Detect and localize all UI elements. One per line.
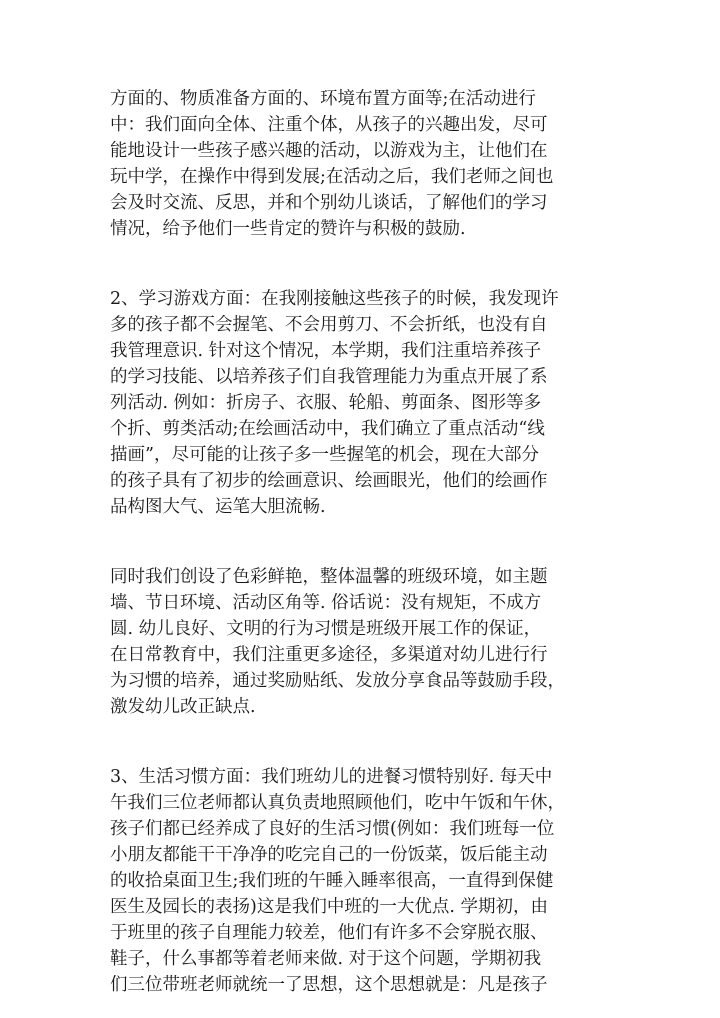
paragraph-activity-approach — [110, 86, 630, 242]
text-line: 同时我们创设了色彩鲜艳，整体温馨的班级环境，如主题 — [110, 567, 548, 587]
text-line: 列活动. 例如：折房子、衣服、轮船、剪面条、图形等多 — [110, 393, 542, 413]
text-line: 会及时交流、反思，并和个别幼儿谈话，了解他们的学习 — [110, 193, 548, 213]
paragraph-living-habits — [110, 764, 630, 998]
document-page — [110, 86, 630, 998]
text-line: 品构图大气、运笔大胆流畅. — [110, 497, 326, 517]
text-line: 我管理意识. 针对这个情况，本学期，我们注重培养孩子 — [110, 341, 542, 361]
paragraph-spacer — [110, 520, 630, 564]
text-line: 们三位带班老师就统一了思想，这个思想就是：凡是孩子 — [110, 975, 548, 995]
text-line: 于班里的孩子自理能力较差，他们有许多不会穿脱衣服、 — [110, 923, 548, 943]
text-line: 3、生活习惯方面：我们班幼儿的进餐习惯特别好. 每天中 — [110, 767, 553, 787]
text-line: 医生及园长的表扬)这是我们中班的一大优点. 学期初，由 — [110, 897, 548, 917]
text-line: 激发幼儿改正缺点. — [110, 697, 256, 717]
text-line: 方面的、物质准备方面的、环境布置方面等;在活动进行 — [110, 89, 536, 109]
text-line: 个折、剪类活动;在绘画活动中，我们确立了重点活动“线 — [110, 419, 545, 439]
text-line: 为习惯的培养，通过奖励贴纸、发放分享食品等鼓励手段， — [110, 671, 565, 691]
text-line: 中：我们面向全体、注重个体，从孩子的兴趣出发，尽可 — [110, 115, 548, 135]
text-line: 孩子们都已经养成了良好的生活习惯(例如：我们班每一位 — [110, 819, 555, 839]
text-line: 的学习技能、以培养孩子们自我管理能力为重点开展了系 — [110, 367, 548, 387]
paragraph-class-environment — [110, 564, 630, 720]
text-line: 情况，给予他们一些肯定的赞许与积极的鼓励. — [110, 219, 466, 239]
text-line: 鞋子，什么事都等着老师来做. 对于这个问题，学期初我 — [110, 949, 542, 969]
text-line: 的孩子具有了初步的绘画意识、绘画眼光，他们的绘画作 — [110, 471, 548, 491]
text-line: 圆. 幼儿良好、文明的行为习惯是班级开展工作的保证， — [110, 619, 542, 639]
text-line: 描画”，尽可能的让孩子多一些握笔的机会，现在大部分 — [110, 445, 539, 465]
text-line: 墙、节日环境、活动区角等. 俗话说：没有规矩，不成方 — [110, 593, 542, 613]
paragraph-spacer — [110, 242, 630, 286]
text-line: 能地设计一些孩子感兴趣的活动，以游戏为主，让他们在 — [110, 141, 548, 161]
text-line: 玩中学，在操作中得到发展;在活动之后，我们老师之间也 — [110, 167, 554, 187]
text-line: 的收拾桌面卫生;我们班的午睡入睡率很高，一直得到保健 — [110, 871, 554, 891]
text-line: 小朋友都能干干净净的吃完自己的一份饭菜，饭后能主动 — [110, 845, 548, 865]
paragraph-spacer — [110, 720, 630, 764]
text-line: 多的孩子都不会握笔、不会用剪刀、不会折纸，也没有自 — [110, 315, 548, 335]
text-line: 2、学习游戏方面：在我刚接触这些孩子的时候，我发现许 — [110, 289, 559, 309]
paragraph-learning-games — [110, 286, 630, 520]
text-line: 在日常教育中，我们注重更多途径，多渠道对幼儿进行行 — [110, 645, 548, 665]
text-line: 午我们三位老师都认真负责地照顾他们，吃中午饭和午休， — [110, 793, 565, 813]
